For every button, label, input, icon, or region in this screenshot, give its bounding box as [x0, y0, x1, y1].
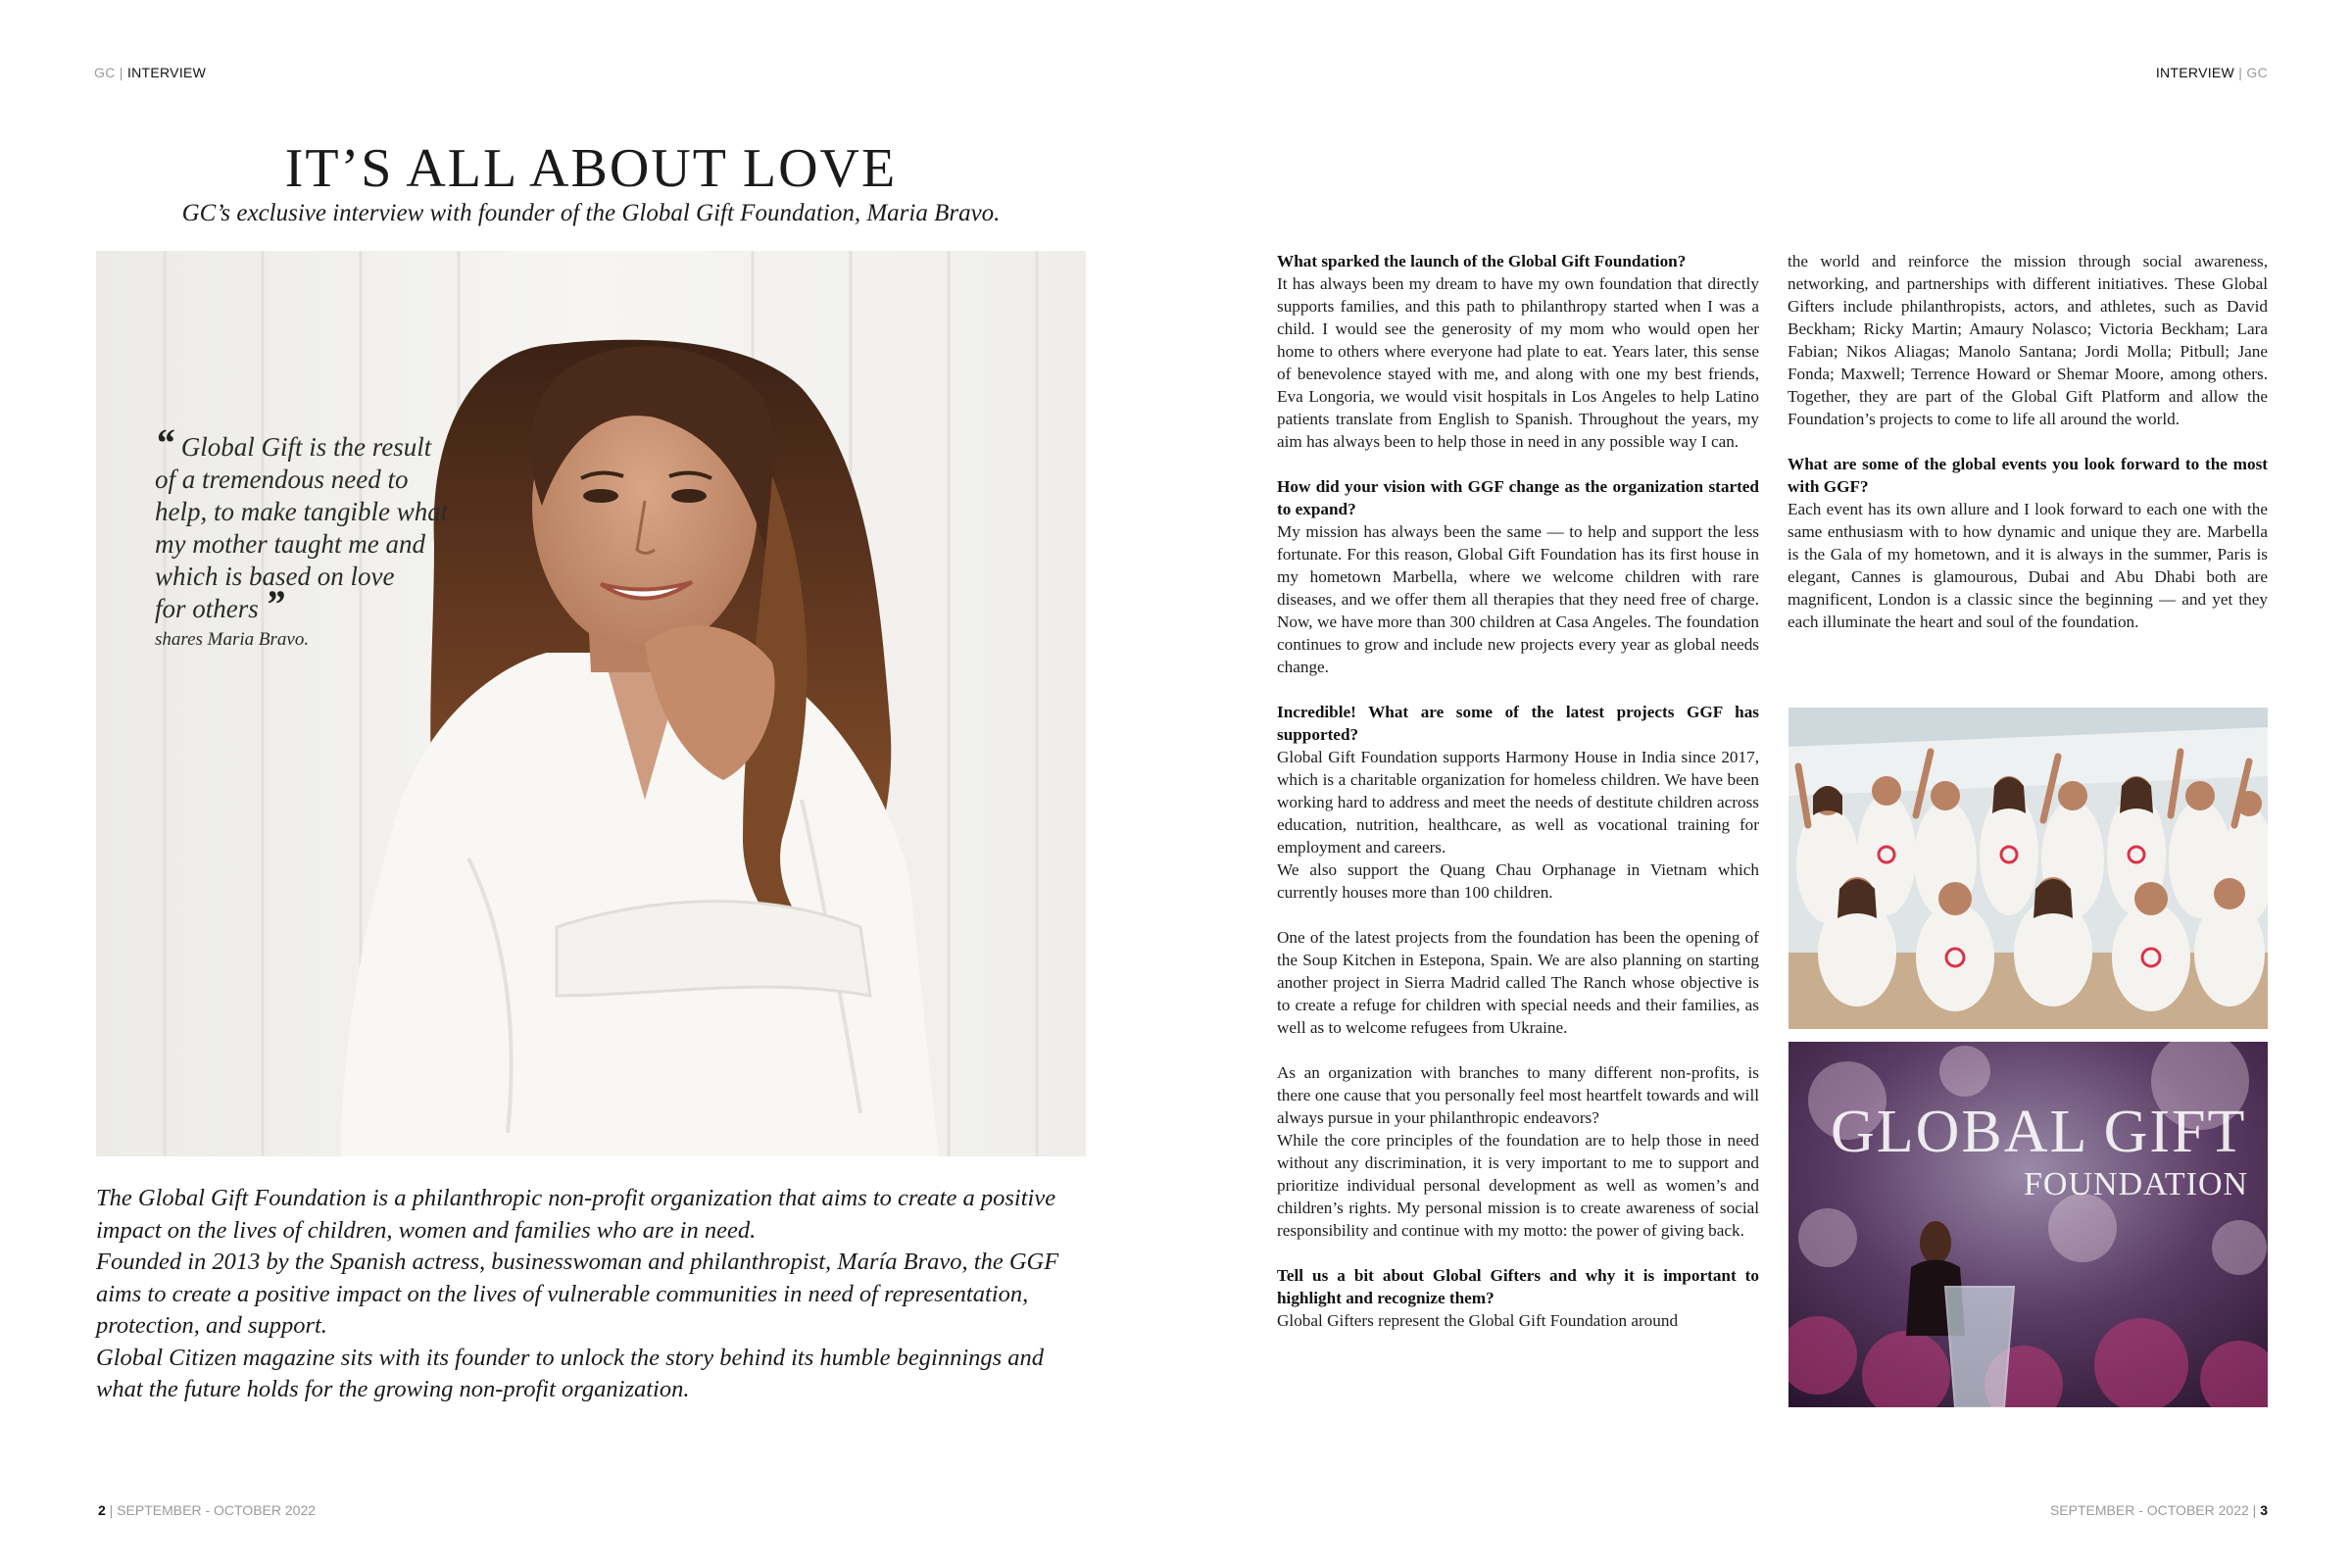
header-separator: | — [2234, 65, 2247, 80]
interview-question: How did your vision with GGF change as the organization started to expand? — [1277, 477, 1759, 518]
pull-quote-credit: shares Maria Bravo. — [155, 629, 310, 650]
pull-quote-line: for others — [155, 594, 259, 623]
pull-quote-line: of a tremendous need to — [155, 465, 409, 494]
interview-answer: the world and reinforce the mission through social awareness, networking, and partnerships with different initiatives. These Global Gifters include philanthropists, actors, and athletes, such as David Beckham; Ricky Martin; Amaury Nolasco; Victoria Beckham; Lara Fabian; Nikos Aliagas; Manolo Santana; Jordi Molla; Pitbull; Jane Fonda; Maxwell; Terrence Howard or Shemar Moore, among others. Together, they are part of the Global Gift Platform and allow the Foundation’s projects to come to life all around the world. — [1788, 252, 2268, 428]
interview-answer: Global Gift Foundation supports Harmony House in India since 2017, which is a charitable organization for homeless children. We have been working hard to address and meet the needs of destitute children across education, nutrition, healthcare, as well as vocational training for employment and careers. — [1277, 748, 1759, 857]
section-label: INTERVIEW — [2155, 65, 2235, 80]
interview-answer: It has always been my dream to have my own foundation that directly supports families, and this path to philanthropy started when I was a child. I would see the generosity of my mom who would open her home to others where everyone had plate to eat. Years later, this sense of benevolence stayed with me, and along with one my best friends, Eva Longoria, we would visit hospitals in Los Angeles to help Latino patients translate from English to Spanish. Throughout the years, my aim has always been to help those in need in any possible way I can. — [1277, 274, 1759, 451]
interview-answer: Global Gifters represent the Global Gift Foundation around — [1277, 1311, 1679, 1330]
issue-date: SEPTEMBER - OCTOBER 2022 — [117, 1502, 317, 1518]
footer-left — [98, 1502, 316, 1518]
page-number: 2 — [98, 1502, 106, 1518]
footer-separator: | — [105, 1502, 118, 1518]
interview-question: Incredible! What are some of the latest projects GGF has supported? — [1277, 703, 1759, 744]
interview-answer: We also support the Quang Chau Orphanage in Vietnam which currently houses more than 100 children. — [1277, 860, 1759, 902]
interview-question: What sparked the launch of the Global Gift Foundation? — [1277, 252, 1687, 270]
stage-sign-line1: GLOBAL GIFT — [1831, 1099, 2247, 1165]
magazine-mark: GC — [94, 65, 116, 80]
open-quote-mark: “ — [155, 420, 174, 465]
interview-answer: Each event has its own allure and I look forward to each one with the same enthusiasm with to how dynamic and unique they are. Marbella is the Gala of my hometown, and it is always in the summer, Paris is elegant, Cannes is glamourous, Dubai and Abu Dhabi both are magnificent, London is a classic since the beginning — and yet they each illuminate the heart and soul of the foundation. — [1788, 500, 2268, 631]
interview-question: As an organization with branches to many different non-profits, is there one cause that you personally feel most heartfelt towards and will always pursue in your philanthropic endeavors? — [1277, 1063, 1759, 1127]
intro-paragraph: Founded in 2013 by the Spanish actress, businesswoman and philanthropist, María Bravo, the GGF aims to create a positive impact on the lives of vulnerable communities in need of representation, protection, and support. — [96, 1249, 1059, 1339]
pull-quote-line: my mother taught me and — [155, 529, 425, 559]
header-separator: | — [115, 65, 127, 80]
interview-answer: While the core principles of the foundation are to help those in need without any discrimination, it is very important to me to support and prioritize individual personal development as well as women’s and children’s rights. My personal mission is to create awareness of social responsibility and continue with my motto: the power of giving back. — [1277, 1131, 1759, 1240]
intro-paragraph: Global Citizen magazine sits with its founder to unlock the story behind its humble beginnings and what the future holds for the growing non-profit organization. — [96, 1344, 1045, 1402]
running-header-right — [2156, 65, 2268, 80]
magazine-mark: GC — [2246, 65, 2268, 80]
close-quote-mark: ” — [265, 582, 285, 626]
section-label: INTERVIEW — [126, 65, 207, 80]
interview-question: Tell us a bit about Global Gifters and why it is important to highlight and recognize them? — [1277, 1266, 1759, 1307]
intro-paragraph: The Global Gift Foundation is a philanthropic non-profit organization that aims to create a positive impact on the lives of children, women and families who are in need. — [96, 1185, 1056, 1244]
pull-quote-line: help, to make tangible what — [155, 497, 449, 526]
page-number: 3 — [2260, 1502, 2268, 1518]
running-header-left — [94, 65, 206, 80]
group-photo — [1788, 708, 2268, 1029]
stage-sign-line2: FOUNDATION — [2024, 1166, 2249, 1202]
footer-right — [2050, 1502, 2268, 1518]
interview-answer: My mission has always been the same — to help and support the less fortunate. For this reason, Global Gift Foundation has its first house in my hometown Marbella, where we welcome children with rare diseases, and we offer them all therapies that they need free of charge. Now, we have more than 300 children at Casa Angeles. The foundation continues to grow and include new projects every year as global needs change. — [1277, 522, 1759, 676]
article-title: IT’S ALL ABOUT LOVE — [284, 138, 898, 199]
issue-date: SEPTEMBER - OCTOBER 2022 — [2049, 1502, 2249, 1518]
stage-photo — [1788, 1042, 2268, 1407]
interview-column-2 — [1788, 250, 2268, 633]
interview-question: What are some of the global events you look forward to the most with GGF? — [1788, 455, 2268, 496]
interview-answer: One of the latest projects from the foundation has been the opening of the Soup Kitchen in Estepona, Spain. We are also planning on starting another project in Sierra Madrid called The Ranch whose objective is to create a refuge for children with special needs and their families, as well as to welcome refugees from Ukraine. — [1277, 928, 1759, 1037]
footer-separator: | — [2248, 1502, 2261, 1518]
pull-quote — [155, 420, 459, 626]
article-subtitle: GC’s exclusive interview with founder of the Global Gift Foundation, Maria Bravo. — [181, 200, 1001, 226]
interview-column-1 — [1277, 250, 1759, 1332]
pull-quote-line: which is based on love — [155, 562, 395, 591]
pull-quote-line: Global Gift is the result — [180, 432, 432, 462]
portrait-photo — [96, 251, 1086, 1156]
article-intro — [96, 1183, 1088, 1406]
